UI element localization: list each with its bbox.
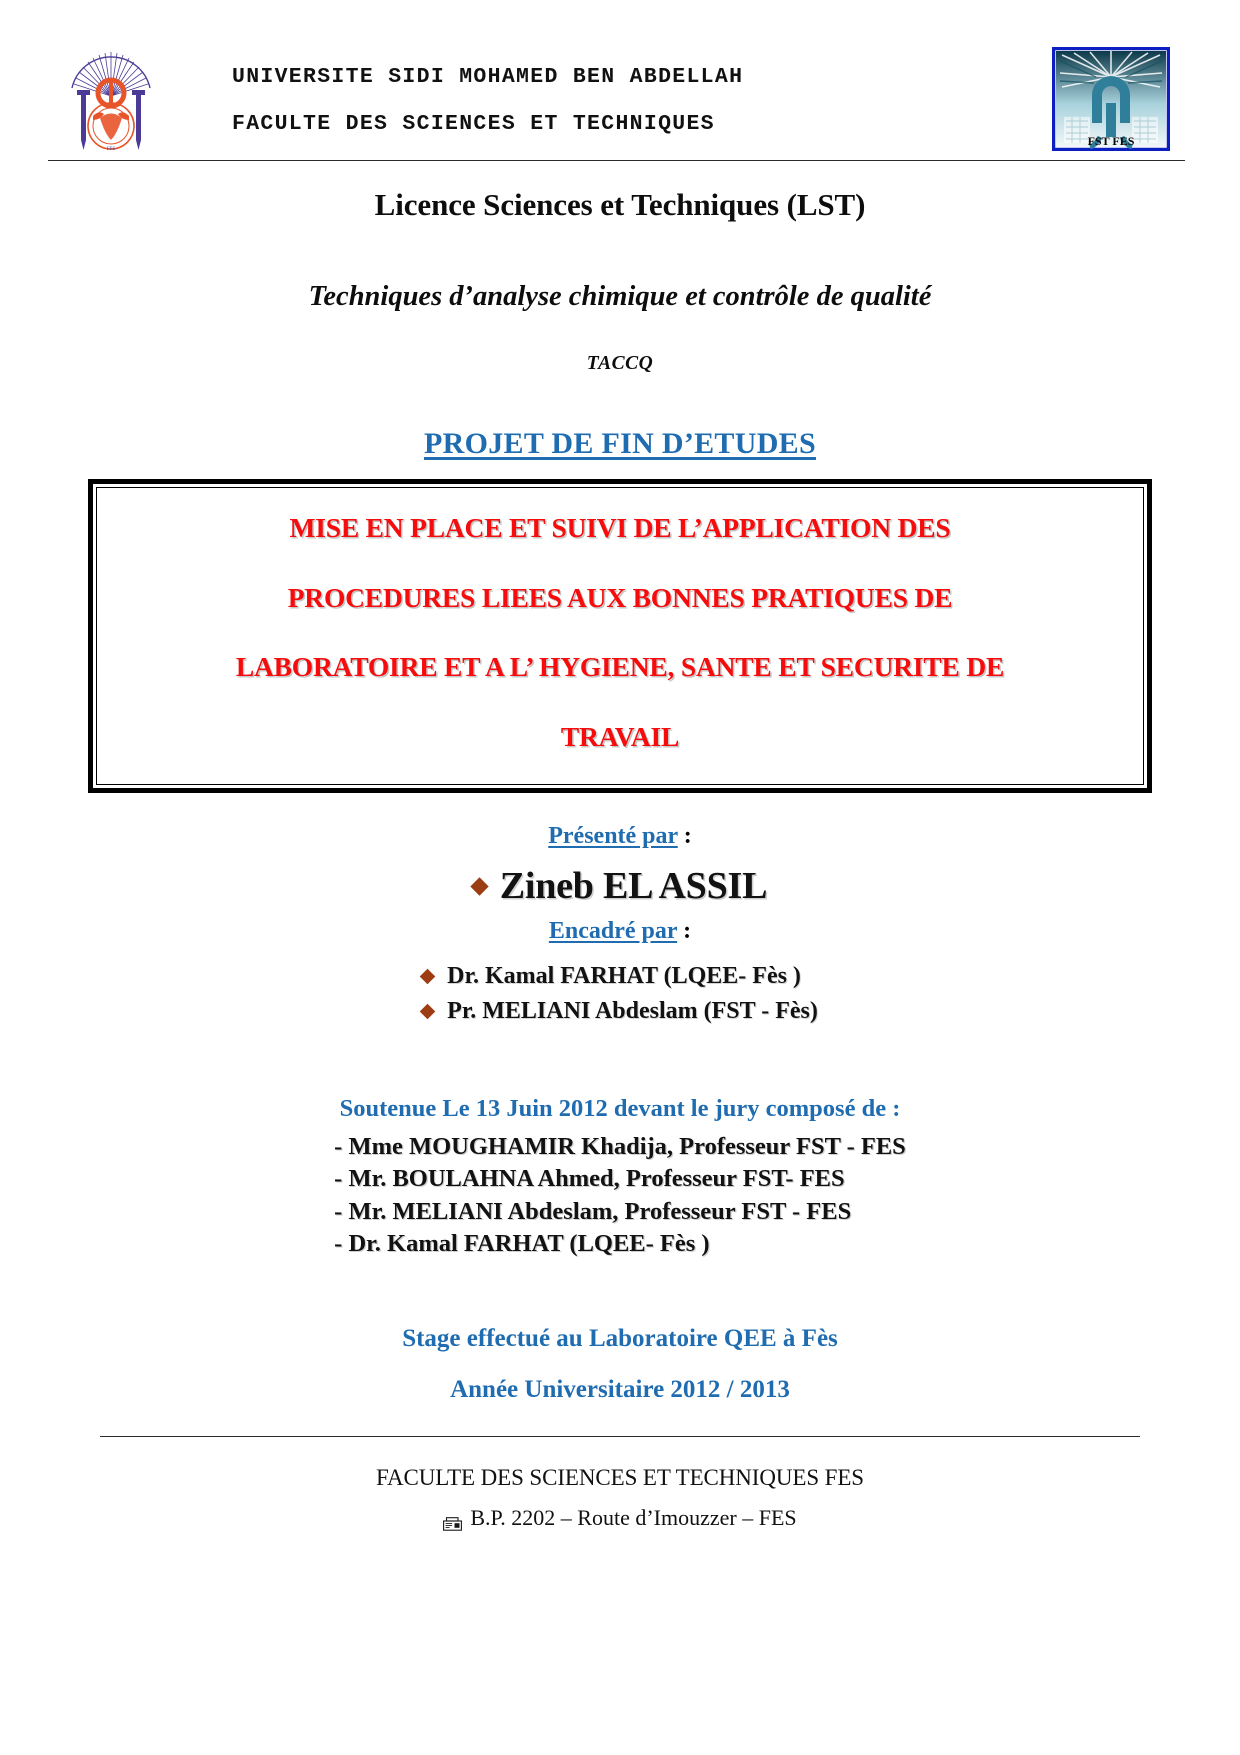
svg-text:FES: FES <box>106 147 116 152</box>
project-heading <box>0 427 1240 461</box>
author-row <box>0 864 1240 908</box>
jury-intro-text: Soutenue Le 13 Juin 2012 devant le jury composé de : <box>339 1095 901 1122</box>
fst-fes-logo <box>1052 47 1170 151</box>
fst-logo-caption: FST FES <box>1087 134 1135 148</box>
list-item <box>422 963 818 990</box>
page-header <box>0 0 1240 150</box>
presented-by-colon: : <box>677 823 692 849</box>
footer-institution: FACULTE DES SCIENCES ET TECHNIQUES FES <box>376 1465 864 1491</box>
project-title-line: LABORATOIRE ET A L’ HYGIENE, SANTE ET SECURITE DE <box>235 651 1005 682</box>
page-footer <box>0 1465 1240 1531</box>
header-title-block <box>160 63 1052 136</box>
list-item: - Mr. BOULAHNA Ahmed, Professeur FST- FES <box>334 1165 845 1193</box>
footer-address-row <box>0 1505 1240 1531</box>
internship-block <box>0 1326 1240 1402</box>
project-title-line: PROCEDURES LIEES AUX BONNES PRATIQUES DE <box>287 581 953 613</box>
specialty-title: Techniques d’analyse chimique et contrôle de qualité <box>308 281 932 312</box>
project-title-line: MISE EN PLACE ET SUIVI DE L’APPLICATION DES <box>289 512 951 543</box>
internship-lab: Stage effectué au Laboratoire QEE à Fès <box>402 1325 838 1353</box>
jury-list-inner <box>334 1131 906 1260</box>
project-title-box <box>88 479 1152 793</box>
supervised-by-label <box>0 918 1240 945</box>
academic-year: Année Universitaire 2012 / 2013 <box>450 1376 790 1404</box>
fax-machine-icon <box>443 1511 462 1525</box>
diamond-bullet-icon <box>470 877 488 895</box>
footer-address-text: B.P. 2202 – Route d’Imouzzer – FES <box>470 1505 797 1531</box>
supervisor-list <box>422 963 818 1033</box>
diamond-bullet-icon <box>420 969 436 985</box>
presented-by-text: Présenté par <box>548 823 678 849</box>
supervised-by-colon: : <box>677 918 692 944</box>
specialty-abbreviation: TACCQ <box>586 353 654 374</box>
project-heading-text: PROJET DE FIN D’ETUDES <box>424 427 816 460</box>
list-item: - Mme MOUGHAMIR Khadija, Professeur FST - FES <box>334 1133 906 1160</box>
diamond-bullet-icon <box>420 1004 436 1020</box>
project-title-box-inner <box>96 487 1144 785</box>
university-name: UNIVERSITE SIDI MOHAMED BEN ABDELLAH <box>232 64 744 89</box>
list-item: - Dr. Kamal FARHAT (LQEE- Fès ) <box>334 1229 710 1257</box>
project-title-line: TRAVAIL <box>560 720 680 752</box>
supervisor-name: Dr. Kamal FARHAT (LQEE- Fès ) <box>447 963 801 989</box>
header-divider <box>48 160 1185 161</box>
presented-by-label <box>0 823 1240 850</box>
degree-title: Licence Sciences et Techniques (LST) <box>374 187 866 222</box>
list-item: - Mr. MELIANI Abdeslam, Professeur FST - FES <box>334 1197 852 1225</box>
footer-divider <box>100 1436 1140 1437</box>
supervisor-name: Pr. MELIANI Abdeslam (FST - Fès) <box>447 998 818 1024</box>
people-block <box>0 823 1240 1033</box>
supervised-by-text: Encadré par <box>548 918 678 944</box>
faculty-name: FACULTE DES SCIENCES ET TECHNIQUES <box>232 112 715 136</box>
author-name: Zineb EL ASSIL <box>499 865 768 907</box>
list-item <box>422 998 818 1025</box>
usmba-university-seal-logo <box>62 38 160 160</box>
diploma-block <box>0 187 1240 375</box>
jury-list <box>0 1131 1240 1260</box>
